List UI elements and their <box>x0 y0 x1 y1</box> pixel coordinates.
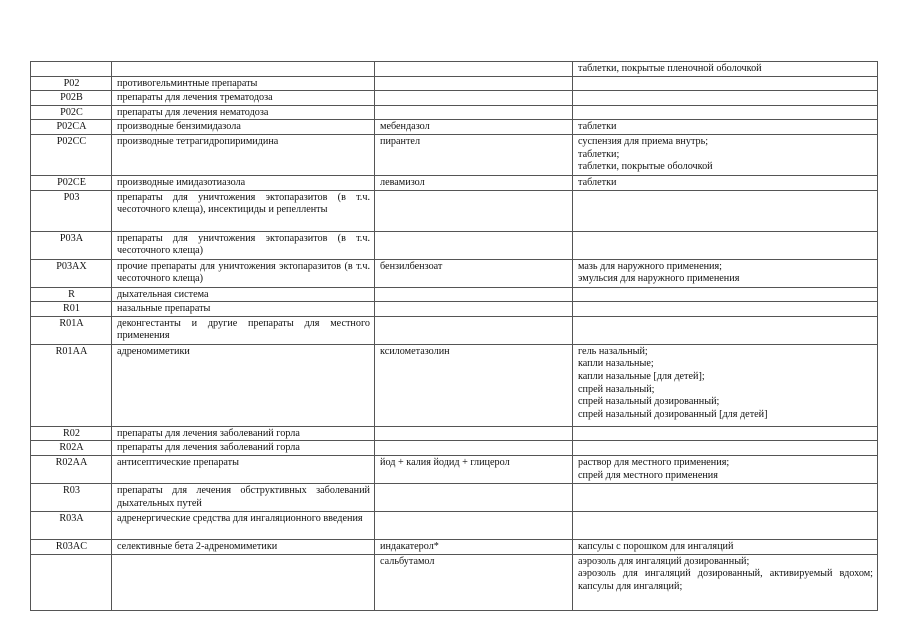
drug-name-cell <box>375 105 573 120</box>
group-name-cell: прочие препараты для уничтожения эктопаразитов (в т.ч. чесоточного клеща) <box>112 259 375 287</box>
table-row <box>31 539 878 554</box>
atc-code-cell: R <box>31 287 112 302</box>
dosage-form-line: таблетки <box>578 176 617 188</box>
table-row <box>31 455 878 483</box>
table-row <box>31 316 878 344</box>
group-name-cell: препараты для лечения трематодоза <box>112 91 375 106</box>
atc-code-cell: R02 <box>31 426 112 441</box>
atc-code-cell: R03 <box>31 483 112 511</box>
drug-name-cell: левамизол <box>375 175 573 190</box>
group-name-cell: препараты для лечения обструктивных заболеваний дыхательных путей <box>112 483 375 511</box>
table-row <box>31 287 878 302</box>
drug-name-cell <box>375 302 573 317</box>
group-name-cell: производные бензимидазола <box>112 120 375 135</box>
group-name-cell: противогельминтные препараты <box>112 76 375 91</box>
atc-code-cell: R01AA <box>31 344 112 426</box>
drug-name-cell: сальбутамол <box>375 554 573 610</box>
group-name-cell: деконгестанты и другие препараты для местного применения <box>112 316 375 344</box>
dosage-form-line: спрей назальный; <box>578 383 655 395</box>
dosage-forms-cell <box>573 120 878 135</box>
atc-code-cell: P02 <box>31 76 112 91</box>
table-row <box>31 554 878 610</box>
table-row <box>31 62 878 77</box>
dosage-form-line: таблетки, покрытые пленочной оболочкой <box>578 63 762 74</box>
dosage-forms-cell <box>573 539 878 554</box>
dosage-form-line: суспензия для приема внутрь; <box>578 135 709 147</box>
table-row <box>31 175 878 190</box>
group-name-cell: адреномиметики <box>112 344 375 426</box>
dosage-forms-cell <box>573 554 878 610</box>
dosage-form-line: аэрозоль для ингаляций дозированный, активируемый вдохом; <box>578 568 873 580</box>
dosage-form-line: спрей для местного применения <box>578 469 718 481</box>
dosage-forms-cell <box>573 259 878 287</box>
table-row <box>31 120 878 135</box>
dosage-forms-cell <box>573 105 878 120</box>
dosage-forms-cell <box>573 426 878 441</box>
dosage-form-line: таблетки, покрытые оболочкой <box>578 161 713 173</box>
dosage-forms-cell <box>573 134 878 175</box>
dosage-forms-cell <box>573 344 878 426</box>
dosage-forms-cell <box>573 302 878 317</box>
drug-name-cell <box>375 76 573 91</box>
group-name-cell <box>112 554 375 610</box>
table-row <box>31 190 878 231</box>
dosage-forms-cell <box>573 175 878 190</box>
dosage-form-line: раствор для местного применения; <box>578 456 730 468</box>
dosage-forms-cell <box>573 483 878 511</box>
group-name-cell <box>112 62 375 77</box>
group-name-cell: селективные бета 2-адреномиметики <box>112 539 375 554</box>
drug-name-cell: бензилбензоат <box>375 259 573 287</box>
drug-name-cell <box>375 190 573 231</box>
drug-name-cell: мебендазол <box>375 120 573 135</box>
atc-code-cell: R03A <box>31 511 112 539</box>
atc-code-cell: P02CA <box>31 120 112 135</box>
dosage-forms-cell <box>573 287 878 302</box>
atc-code-cell: P02B <box>31 91 112 106</box>
atc-drug-table <box>30 61 878 611</box>
dosage-forms-cell <box>573 190 878 231</box>
drug-name-cell <box>375 483 573 511</box>
table-row <box>31 426 878 441</box>
dosage-forms-cell <box>573 231 878 259</box>
dosage-form-line: спрей назальный дозированный [для детей] <box>578 408 768 420</box>
dosage-forms-cell <box>573 511 878 539</box>
atc-code-cell: P03 <box>31 190 112 231</box>
atc-code-cell: R03AC <box>31 539 112 554</box>
group-name-cell: производные имидазотиазола <box>112 175 375 190</box>
dosage-form-line: капсулы для ингаляций; <box>578 580 683 592</box>
group-name-cell: антисептические препараты <box>112 455 375 483</box>
atc-code-cell: P03AX <box>31 259 112 287</box>
table-row <box>31 134 878 175</box>
table-row <box>31 483 878 511</box>
group-name-cell: препараты для уничтожения эктопаразитов (в т.ч. чесоточного клеща), инсектициды и репелленты <box>112 190 375 231</box>
dosage-form-line: капсулы с порошком для ингаляций <box>578 540 734 552</box>
atc-code-cell: R02A <box>31 441 112 456</box>
drug-name-cell: пирантел <box>375 134 573 175</box>
dosage-form-line: таблетки; <box>578 148 620 160</box>
table-row <box>31 344 878 426</box>
dosage-forms-cell <box>573 316 878 344</box>
drug-name-cell <box>375 231 573 259</box>
atc-code-cell: P02CC <box>31 134 112 175</box>
drug-name-cell <box>375 316 573 344</box>
table-row <box>31 441 878 456</box>
dosage-forms-cell <box>573 91 878 106</box>
drug-name-cell <box>375 287 573 302</box>
group-name-cell: препараты для лечения заболеваний горла <box>112 441 375 456</box>
atc-code-cell: R01A <box>31 316 112 344</box>
table-row <box>31 302 878 317</box>
table-row <box>31 105 878 120</box>
dosage-form-line: спрей назальный дозированный; <box>578 396 720 408</box>
dosage-forms-cell <box>573 62 878 77</box>
group-name-cell: дыхательная система <box>112 287 375 302</box>
drug-name-cell <box>375 426 573 441</box>
group-name-cell: производные тетрагидропиримидина <box>112 134 375 175</box>
dosage-form-line: таблетки <box>578 121 617 133</box>
dosage-form-line: эмульсия для наружного применения <box>578 273 740 285</box>
dosage-form-line: капли назальные; <box>578 358 654 370</box>
drug-name-cell <box>375 511 573 539</box>
drug-name-cell: ксилометазолин <box>375 344 573 426</box>
dosage-form-line: гель назальный; <box>578 345 648 357</box>
group-name-cell: препараты для лечения заболеваний горла <box>112 426 375 441</box>
group-name-cell: назальные препараты <box>112 302 375 317</box>
table-row <box>31 511 878 539</box>
table-row <box>31 76 878 91</box>
drug-name-cell: йод + калия йодид + глицерол <box>375 455 573 483</box>
dosage-form-line: аэрозоль для ингаляций дозированный; <box>578 555 750 567</box>
atc-code-cell: P02C <box>31 105 112 120</box>
group-name-cell: препараты для уничтожения эктопаразитов (в т.ч. чесоточного клеща) <box>112 231 375 259</box>
dosage-form-line: мазь для наружного применения; <box>578 260 723 272</box>
atc-code-cell <box>31 554 112 610</box>
dosage-forms-cell <box>573 455 878 483</box>
dosage-forms-cell <box>573 76 878 91</box>
table-row <box>31 259 878 287</box>
drug-name-cell: индакатерол* <box>375 539 573 554</box>
table-row <box>31 231 878 259</box>
atc-code-cell: R01 <box>31 302 112 317</box>
dosage-form-line: капли назальные [для детей]; <box>578 370 705 382</box>
atc-code-cell: P03A <box>31 231 112 259</box>
group-name-cell: адренергические средства для ингаляционного введения <box>112 511 375 539</box>
drug-name-cell <box>375 62 573 77</box>
atc-code-cell <box>31 62 112 77</box>
group-name-cell: препараты для лечения нематодоза <box>112 105 375 120</box>
dosage-forms-cell <box>573 441 878 456</box>
atc-code-cell: R02AA <box>31 455 112 483</box>
atc-code-cell: P02CE <box>31 175 112 190</box>
drug-name-cell <box>375 91 573 106</box>
drug-name-cell <box>375 441 573 456</box>
table-row <box>31 91 878 106</box>
